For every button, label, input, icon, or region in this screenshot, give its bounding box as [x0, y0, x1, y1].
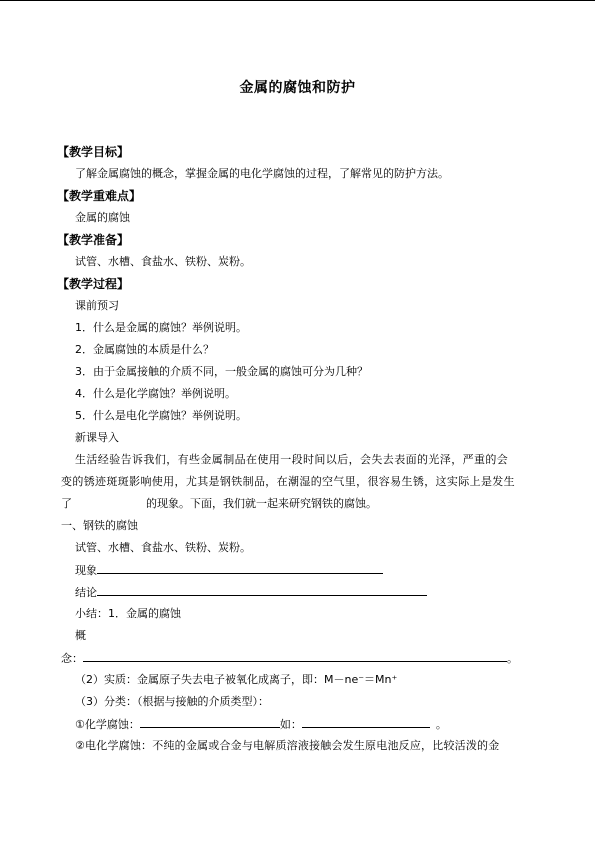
chem-example-blank[interactable] [302, 717, 430, 728]
question-1: 1．什么是金属的腐蚀？举例说明。 [75, 321, 247, 334]
conclusion-blank[interactable] [97, 585, 427, 596]
phenomenon-label: 现象 [75, 564, 97, 577]
intro-line-3-start: 了 [61, 497, 72, 510]
rust-blank[interactable] [72, 497, 146, 507]
concept-period: 。 [507, 652, 518, 665]
conclusion-row [75, 585, 427, 600]
concept-char-2: 念： [61, 652, 83, 665]
page-title: 金属的腐蚀和防护 [239, 80, 356, 96]
chem-end: 。 [435, 718, 447, 731]
top-border-line [0, 0, 595, 1]
intro-line-2: 变的锈迹斑斑影响使用，尤其是钢铁制品，在潮湿的空气里，很容易生锈，这实际上是发生 [61, 475, 515, 488]
phenomenon-blank[interactable] [97, 563, 383, 574]
preview-label: 课前预习 [75, 299, 119, 312]
question-3: 3．由于金属接触的介质不同，一般金属的腐蚀可分为几种？ [75, 365, 368, 378]
classify-text: （3）分类：（根据与接触的介质类型）： [75, 695, 269, 708]
process-heading: 【教学过程】 [57, 277, 130, 291]
conclusion-label: 结论 [75, 586, 97, 599]
chem-corrosion-row [75, 717, 447, 732]
question-4: 4．什么是化学腐蚀？举例说明。 [75, 387, 236, 400]
key-heading: 【教学重难点】 [57, 189, 142, 203]
goal-heading: 【教学目标】 [57, 145, 130, 159]
key-text: 金属的腐蚀 [75, 211, 130, 224]
intro-line-1: 生活经验告诉我们，有些金属制品在使用一段时间以后，会失去表面的光泽，严重的会 [75, 453, 509, 466]
prep-heading: 【教学准备】 [57, 233, 130, 247]
question-5: 5．什么是电化学腐蚀？举例说明。 [75, 409, 247, 422]
concept-row [61, 651, 518, 666]
phenomenon-row [75, 563, 383, 578]
part1-materials: 试管、水槽、食盐水、铁粉、炭粉。 [75, 541, 251, 554]
goal-text: 了解金属腐蚀的概念，掌握金属的电化学腐蚀的过程，了解常见的防护方法。 [75, 167, 449, 180]
chem-example-label: 如： [279, 718, 302, 731]
essence-text: （2）实质：金属原子失去电子被氧化成离子，即：M－ne⁻＝Mn⁺ [75, 673, 398, 686]
chem-corrosion-blank[interactable] [140, 717, 280, 728]
chem-corrosion-label: ①化学腐蚀： [75, 718, 140, 731]
concept-blank[interactable] [83, 651, 507, 662]
intro-line-3-end: 的现象。下面，我们就一起来研究钢铁的腐蚀。 [146, 497, 377, 510]
prep-text: 试管、水槽、食盐水、铁粉、炭粉。 [75, 255, 251, 268]
question-2: 2．金属腐蚀的本质是什么？ [75, 343, 214, 356]
intro-line-3 [61, 497, 377, 511]
concept-char-1: 概 [75, 629, 86, 642]
electro-text: ②电化学腐蚀：不纯的金属或合金与电解质溶液接触会发生原电池反应，比较活泼的金 [75, 739, 500, 752]
summary-text: 小结：1．金属的腐蚀 [75, 607, 181, 620]
intro-label: 新课导入 [75, 431, 119, 444]
part1-heading: 一、钢铁的腐蚀 [61, 519, 138, 532]
